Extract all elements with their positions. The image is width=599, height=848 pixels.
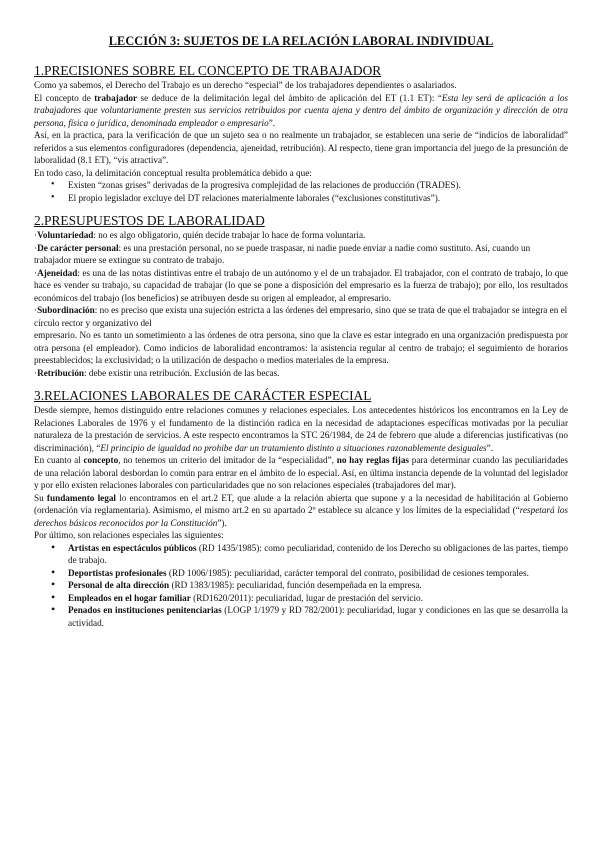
s3-paragraph-2: En cuanto al concepto, no tenemos un criterio del imitador de la “especialidad”, no hay reglas fijas para determinar cuando las peculiaridades de una relación laboral desbordan lo común para entrar en el ámbito de lo especial. Así, en última instancia depende de la voluntad del legislador y por ello existen relaciones laborales con particularidades que no son relaciones especiales (trabajadores del mar). [34,455,568,490]
list-item: • Empleados en el hogar familiar (RD1620/2011): peculiaridad, lugar de prestación del servicio. [68,592,568,605]
presupuesto-caracter-personal: ·De carácter personal: es una prestación personal, no se puede traspasar, ni nadie puede enviar a nadie como sustituto. Así, cuando un trabajador muere se extingue su contrato de trabajo. [34,242,531,265]
document-page [34,34,568,629]
s3-special-relations-list [34,542,568,630]
presupuesto-retribucion: ·Retribución: debe existir una retribución. Exclusión de las becas. [34,367,280,378]
presupuesto-subordinacion-cont: empresario. No es tanto un sometimiento a las órdenes de otra persona, sino que la clave es estar integrado en una organización predispuesta por otra persona (el empleador). Como indicios de laboralidad encontramos: la asistencia regular al centro de trabajo; el seguimiento de horarios preestablecidos; la exclusividad; o la utilización de despacho o medios materiales de la empresa. [34,330,568,365]
list-item: • Artistas en espectáculos públicos (RD 1435/1985): como peculiaridad, contenido de los Derecho su obligaciones de las partes, tiempo de trabajo. [68,542,568,567]
list-item: • Deportistas profesionales (RD 1006/1985): peculiaridad, carácter temporal del contrato, posibilidad de cesiones temporales. [68,567,568,580]
s3-paragraph-4: Por último, son relaciones especiales las siguientes: [34,530,224,540]
s1-paragraph-2: El concepto de trabajador se deduce de la delimitación legal del ámbito de aplicación del ET (1.1 ET): “Esta ley será de aplicación a los trabajadores que voluntariamente presten sus servicios retribuidos por cuenta ajena y dentro del ámbito de organización y dirección de otra persona, física o jurídica, denominada empleador o empresario”. [34,92,568,128]
s3-paragraph-1: Desde siempre, hemos distinguido entre relaciones comunes y relaciones especiales. Los antecedentes históricos los encontramos en la Ley de Relaciones Laborales de 1976 y el fundamento de la distinción radica en la necesidad de adaptaciones específicas motivadas por la peculiar naturaleza de la prestación de servicios. A este respecto encontramos la STC 26/1984, de 24 de febrero que alude a diferencias justificativas (no discriminación), “El principio de igualdad no prohíbe dar un tratamiento distinto a situaciones razonablemente desiguales”. [34,405,568,453]
s1-paragraph-3: Así, en la practica, para la verificación de que un sujeto sea o no realmente un trabajador, se establecen una serie de “indicios de laboralidad” referidos a sus elementos configuradores (dependencia, ajeneidad, retribución). Al respecto, tiene gran importancia del juego de la presunción de laboralidad (8.1 ET), “vis atractiva”. [34,130,568,165]
list-item: • Personal de alta dirección (RD 1383/1985): peculiaridad, función desempeñada en la empresa. [68,579,568,592]
list-item: • Existen “zonas grises” derivadas de la progresiva complejidad de las relaciones de producción (TRADES). [68,179,568,192]
list-item: • Penados en instituciones penitenciarias (LOGP 1/1979 y RD 782/2001): peculiaridad, lugar y condiciones en las que se desarrolla la actividad. [68,604,568,629]
s1-paragraph-4: En todo caso, la delimitación conceptual resulta problemática debido a que: [34,167,312,178]
section-2-heading: 2.PRESUPUESTOS DE LABORALIDAD [34,213,265,228]
section-3-heading: 3.RELACIONES LABORALES DE CARÁCTER ESPECIAL [34,388,372,403]
presupuesto-ajeneidad: ·Ajeneidad: es una de las notas distintivas entre el trabajo de un autónomo y el de un trabajador. El trabajador, con el contrato de trabajo, lo que hace es vender su trabajo, su capacidad de trabajar (lo que se pone a disposición del empresario es la fuerza de trabajo); por ello, los resultados económicos del trabajo (los beneficios) se atribuyen desde su origen al empleador, al empresario. [34,267,568,303]
presupuesto-voluntariedad: ·Voluntariedad: no es algo obligatorio, quién decide trabajar lo hace de forma voluntaria. [34,230,366,240]
page-title: LECCIÓN 3: SUJETOS DE LA RELACIÓN LABORAL INDIVIDUAL [108,34,494,48]
s1-bullet-list [34,179,568,204]
list-item: • El propio legislador excluye del DT relaciones materialmente laborales (“exclusiones constitutivas”). [68,192,568,205]
section-1-heading: 1.PRECISIONES SOBRE EL CONCEPTO DE TRABAJADOR [34,63,382,78]
s1-paragraph-1: Como ya sabemos, el Derecho del Trabajo es un derecho “especial” de los trabajadores dependientes o asalariados. [34,80,457,90]
presupuesto-subordinacion: ·Subordinación: no es preciso que exista una sujeción estricta a las órdenes del empresario, sino que se trata de que el trabajador se integra en el círculo rector y organizativo del [34,305,568,328]
s3-paragraph-3: Su fundamento legal lo encontramos en el art.2 ET, que alude a la relación abierta que supone y a la necesidad de habilitación al Gobierno (ordenación vía reglamentaria). Asimismo, el mismo art.2 en su apartado 2º establece su alcance y los límites de la especialidad (“respetará los derechos básicos reconocidos por la Constitución”). [34,492,568,528]
